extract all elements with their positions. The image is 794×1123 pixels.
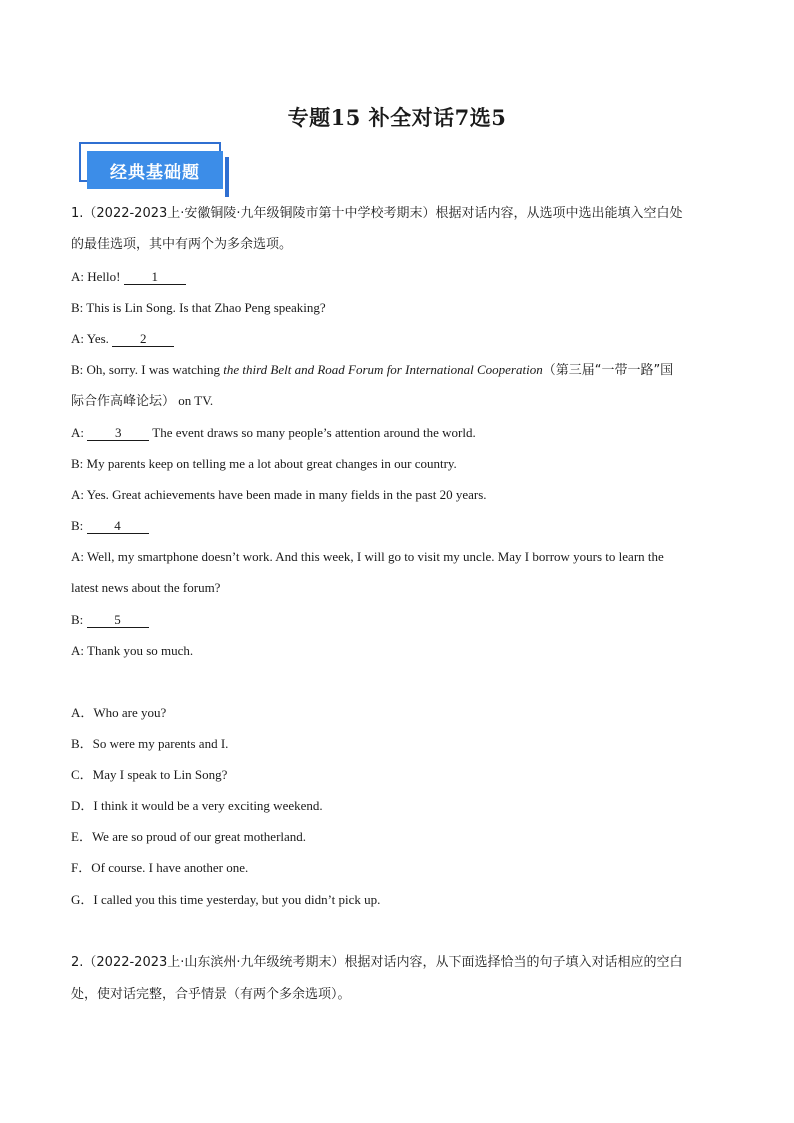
- speaker-b-text: B: Oh, sorry. I was watching: [71, 362, 224, 377]
- forum-name-cn: （第三届“一带一路”国: [542, 363, 674, 378]
- speaker-a-text: A: Hello!: [71, 269, 124, 284]
- option-b: B．So were my parents and I.: [71, 736, 229, 751]
- dialogue-line-1: [71, 268, 186, 286]
- option-d: D．I think it would be a very exciting weekend.: [71, 798, 323, 813]
- forum-name: the third Belt and Road Forum for International Cooperation: [223, 362, 543, 377]
- option-c: C．May I speak to Lin Song?: [71, 767, 228, 782]
- page-title: 专题15 补全对话7选5: [287, 105, 507, 130]
- badge-shadow: [225, 157, 229, 197]
- dialogue-line-12: [71, 611, 149, 629]
- option-f: F．Of course. I have another one.: [71, 860, 249, 875]
- blank-1: 1: [124, 269, 186, 285]
- badge-label: [87, 151, 223, 189]
- dialogue-line-4: [71, 361, 673, 380]
- q1-intro-line2: 的最佳选项，其中有两个为多余选项。: [71, 237, 293, 252]
- dialogue-line-10: A: Well, my smartphone doesn’t work. And this week, I will go to visit my uncle. May I borrow yours to learn the: [71, 549, 664, 564]
- dialogue-line-11: latest news about the forum?: [71, 580, 221, 595]
- speaker-b-text: B:: [71, 518, 87, 533]
- dialogue-line-13: A: Thank you so much.: [71, 643, 194, 658]
- blank-5: 5: [87, 612, 149, 628]
- speaker-a-text: A:: [71, 425, 88, 440]
- option-g: G．I called you this time yesterday, but you didn’t pick up.: [71, 892, 381, 907]
- speaker-a-text: A: Yes.: [71, 331, 113, 346]
- section-badge: [79, 142, 231, 192]
- q2-intro-line1: 2.（2022-2023上·山东滨州·九年级统考期末）根据对话内容，从下面选择恰当的句子填入对话相应的空白: [71, 955, 683, 970]
- option-e: E．We are so proud of our great motherland.: [71, 829, 307, 844]
- blank-2: 2: [112, 331, 174, 347]
- speaker-a-text-cont: The event draws so many people’s attention around the world.: [149, 425, 476, 440]
- dialogue-line-3: [71, 330, 174, 348]
- dialogue-line-5: [71, 392, 213, 411]
- on-tv-text: on TV.: [175, 393, 214, 408]
- speaker-b-text: B:: [71, 612, 87, 627]
- q2-intro-line2: 处，使对话完整，合乎情景（有两个多余选项）。: [71, 987, 351, 1002]
- option-a: A．Who are you?: [71, 705, 167, 720]
- q1-intro-line1: 1.（2022-2023上·安徽铜陵·九年级铜陵市第十中学校考期末）根据对话内容，从选项中选出能填入空白处: [71, 206, 683, 221]
- dialogue-line-2: B: This is Lin Song. Is that Zhao Peng speaking?: [71, 300, 326, 315]
- dialogue-line-7: B: My parents keep on telling me a lot about great changes in our country.: [71, 456, 457, 471]
- dialogue-line-9: [71, 517, 149, 535]
- badge-text: 经典基础题: [110, 162, 200, 183]
- blank-3: 3: [87, 425, 149, 441]
- forum-name-cn-cont: 际合作高峰论坛）: [71, 394, 176, 409]
- blank-4: 4: [87, 518, 149, 534]
- dialogue-line-6: [71, 424, 476, 442]
- dialogue-line-8: A: Yes. Great achievements have been made in many fields in the past 20 years.: [71, 487, 487, 502]
